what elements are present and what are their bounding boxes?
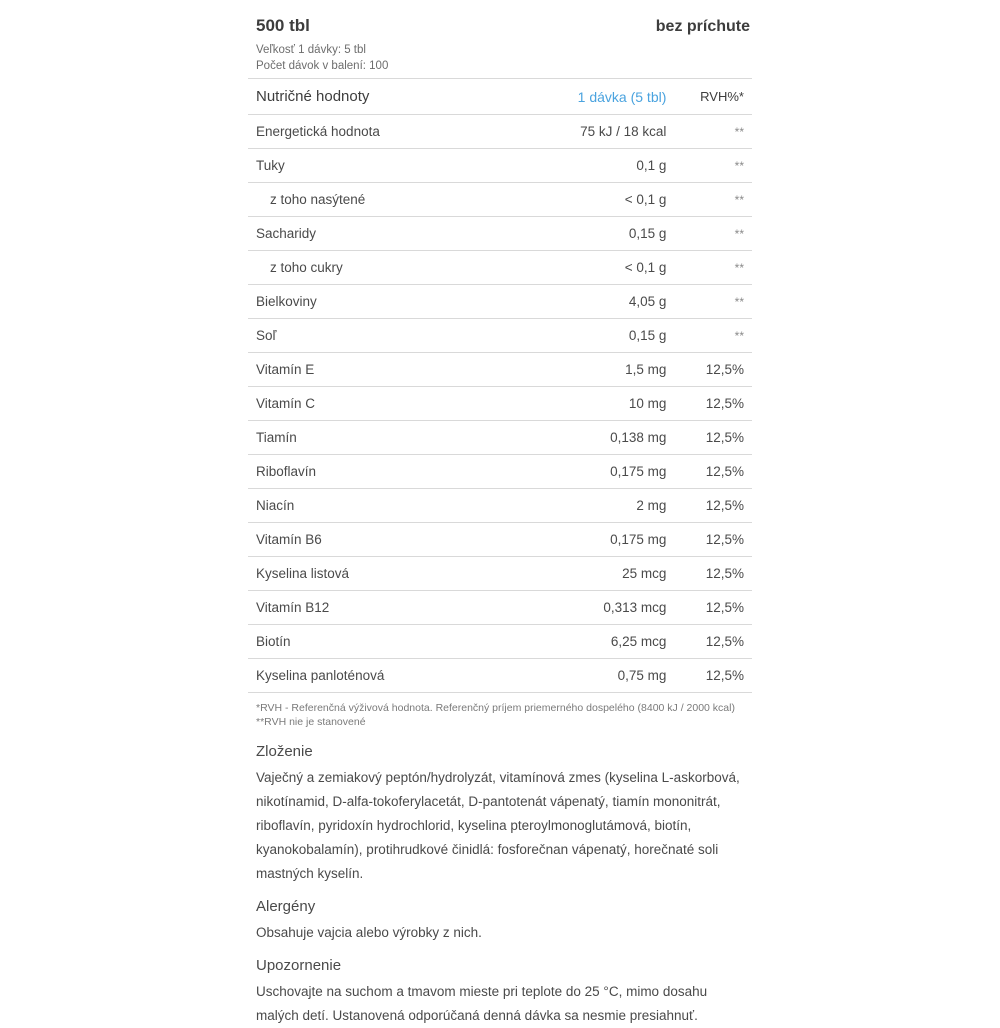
- table-row: [248, 591, 752, 625]
- table-row: [248, 217, 752, 251]
- row-label: z toho cukry: [248, 251, 510, 285]
- table-row: [248, 183, 752, 217]
- row-value: 0,175 mg: [510, 455, 676, 489]
- product-flavour: bez príchute: [655, 18, 750, 35]
- footnotes: [248, 693, 752, 731]
- serving-size: Veľkosť 1 dávky: 5 tbl: [256, 44, 366, 56]
- nutrition-label-panel: [248, 0, 752, 1023]
- table-row: [248, 489, 752, 523]
- row-rvh: 12,5%: [676, 455, 752, 489]
- section-allergens: [248, 898, 752, 945]
- row-label: Niacín: [248, 489, 510, 523]
- row-label: Vitamín B12: [248, 591, 510, 625]
- row-rvh: **: [676, 285, 752, 319]
- row-rvh: **: [676, 183, 752, 217]
- row-value: 0,15 g: [510, 217, 676, 251]
- row-value: 10 mg: [510, 387, 676, 421]
- section-ingredients: [248, 743, 752, 886]
- table-row: [248, 523, 752, 557]
- row-label: Vitamín B6: [248, 523, 510, 557]
- row-value: 0,138 mg: [510, 421, 676, 455]
- table-header-row: [248, 79, 752, 115]
- row-label: Biotín: [248, 625, 510, 659]
- row-value: < 0,1 g: [510, 183, 676, 217]
- row-label: Riboflavín: [248, 455, 510, 489]
- row-rvh: **: [676, 149, 752, 183]
- row-label: Vitamín E: [248, 353, 510, 387]
- row-label: Kyselina listová: [248, 557, 510, 591]
- table-row: [248, 149, 752, 183]
- footnote-rvh-definition: *RVH - Referenčná výživová hodnota. Referenčný príjem priemerného dospelého (8400 kJ / 2000 kcal): [256, 702, 735, 714]
- table-row: [248, 319, 752, 353]
- serving-info: [248, 40, 752, 78]
- row-rvh: 12,5%: [676, 421, 752, 455]
- row-label: Kyselina panloténová: [248, 659, 510, 693]
- row-rvh: 12,5%: [676, 591, 752, 625]
- row-value: 0,175 mg: [510, 523, 676, 557]
- row-rvh: 12,5%: [676, 387, 752, 421]
- column-header-name: Nutričné hodnoty: [248, 79, 510, 115]
- section-body: Vaječný a zemiakový peptón/hydrolyzát, vitamínová zmes (kyselina L-askorbová, nikotínamid, D-alfa-tokoferylacetát, D-pantotenát vápenatý, tiamín mononitrát, riboflavín, pyridoxín hydrochlorid, kyselina pteroylmonoglutámová, biotín, kyanokobalamín), protihrudkové činidlá: fosforečnan vápenatý, horečnaté soli mastných kyselín.: [256, 770, 740, 881]
- row-label: Vitamín C: [248, 387, 510, 421]
- row-label: Soľ: [248, 319, 510, 353]
- row-value: 0,1 g: [510, 149, 676, 183]
- row-value: 4,05 g: [510, 285, 676, 319]
- row-rvh: **: [676, 115, 752, 149]
- table-row: [248, 387, 752, 421]
- row-value: 0,75 mg: [510, 659, 676, 693]
- nutrition-table: [248, 78, 752, 693]
- table-row: [248, 285, 752, 319]
- section-warning: [248, 957, 752, 1028]
- row-value: 0,15 g: [510, 319, 676, 353]
- row-rvh: 12,5%: [676, 625, 752, 659]
- row-label: Sacharidy: [248, 217, 510, 251]
- nutrition-table-body: [248, 115, 752, 693]
- row-value: 2 mg: [510, 489, 676, 523]
- row-rvh: 12,5%: [676, 659, 752, 693]
- row-rvh: **: [676, 217, 752, 251]
- row-rvh: 12,5%: [676, 353, 752, 387]
- row-value: 75 kJ / 18 kcal: [510, 115, 676, 149]
- nutrition-table-head: [248, 79, 752, 115]
- product-size: 500 tbl: [256, 16, 310, 35]
- row-rvh: **: [676, 251, 752, 285]
- row-label: Tuky: [248, 149, 510, 183]
- row-value: 25 mcg: [510, 557, 676, 591]
- table-row: [248, 659, 752, 693]
- row-value: 6,25 mcg: [510, 625, 676, 659]
- table-row: [248, 625, 752, 659]
- table-row: [248, 421, 752, 455]
- row-rvh: 12,5%: [676, 523, 752, 557]
- section-body: Obsahuje vajcia alebo výrobky z nich.: [256, 925, 482, 940]
- row-rvh: **: [676, 319, 752, 353]
- table-row: [248, 251, 752, 285]
- section-title: Upozornenie: [256, 957, 342, 974]
- table-row: [248, 353, 752, 387]
- table-row: [248, 557, 752, 591]
- section-body: Uschovajte na suchom a tmavom mieste pri teplote do 25 °C, mimo dosahu malých detí. Ustanovená odporúčaná denná dávka sa nesmie presiahnuť.: [256, 984, 708, 1023]
- section-title: Zloženie: [256, 743, 313, 760]
- row-value: 1,5 mg: [510, 353, 676, 387]
- row-label: Energetická hodnota: [248, 115, 510, 149]
- table-row: [248, 455, 752, 489]
- row-label: z toho nasýtené: [248, 183, 510, 217]
- row-label: Bielkoviny: [248, 285, 510, 319]
- servings-per-pack: Počet dávok v balení: 100: [256, 60, 389, 72]
- column-header-rvh: RVH%*: [676, 79, 752, 115]
- row-value: 0,313 mcg: [510, 591, 676, 625]
- row-value: < 0,1 g: [510, 251, 676, 285]
- row-rvh: 12,5%: [676, 557, 752, 591]
- table-row: [248, 115, 752, 149]
- footnote-rvh-not-established: **RVH nie je stanovené: [256, 716, 366, 728]
- row-rvh: 12,5%: [676, 489, 752, 523]
- column-header-value: 1 dávka (5 tbl): [510, 79, 676, 115]
- label-header: [248, 0, 752, 40]
- row-label: Tiamín: [248, 421, 510, 455]
- section-title: Alergény: [256, 898, 316, 915]
